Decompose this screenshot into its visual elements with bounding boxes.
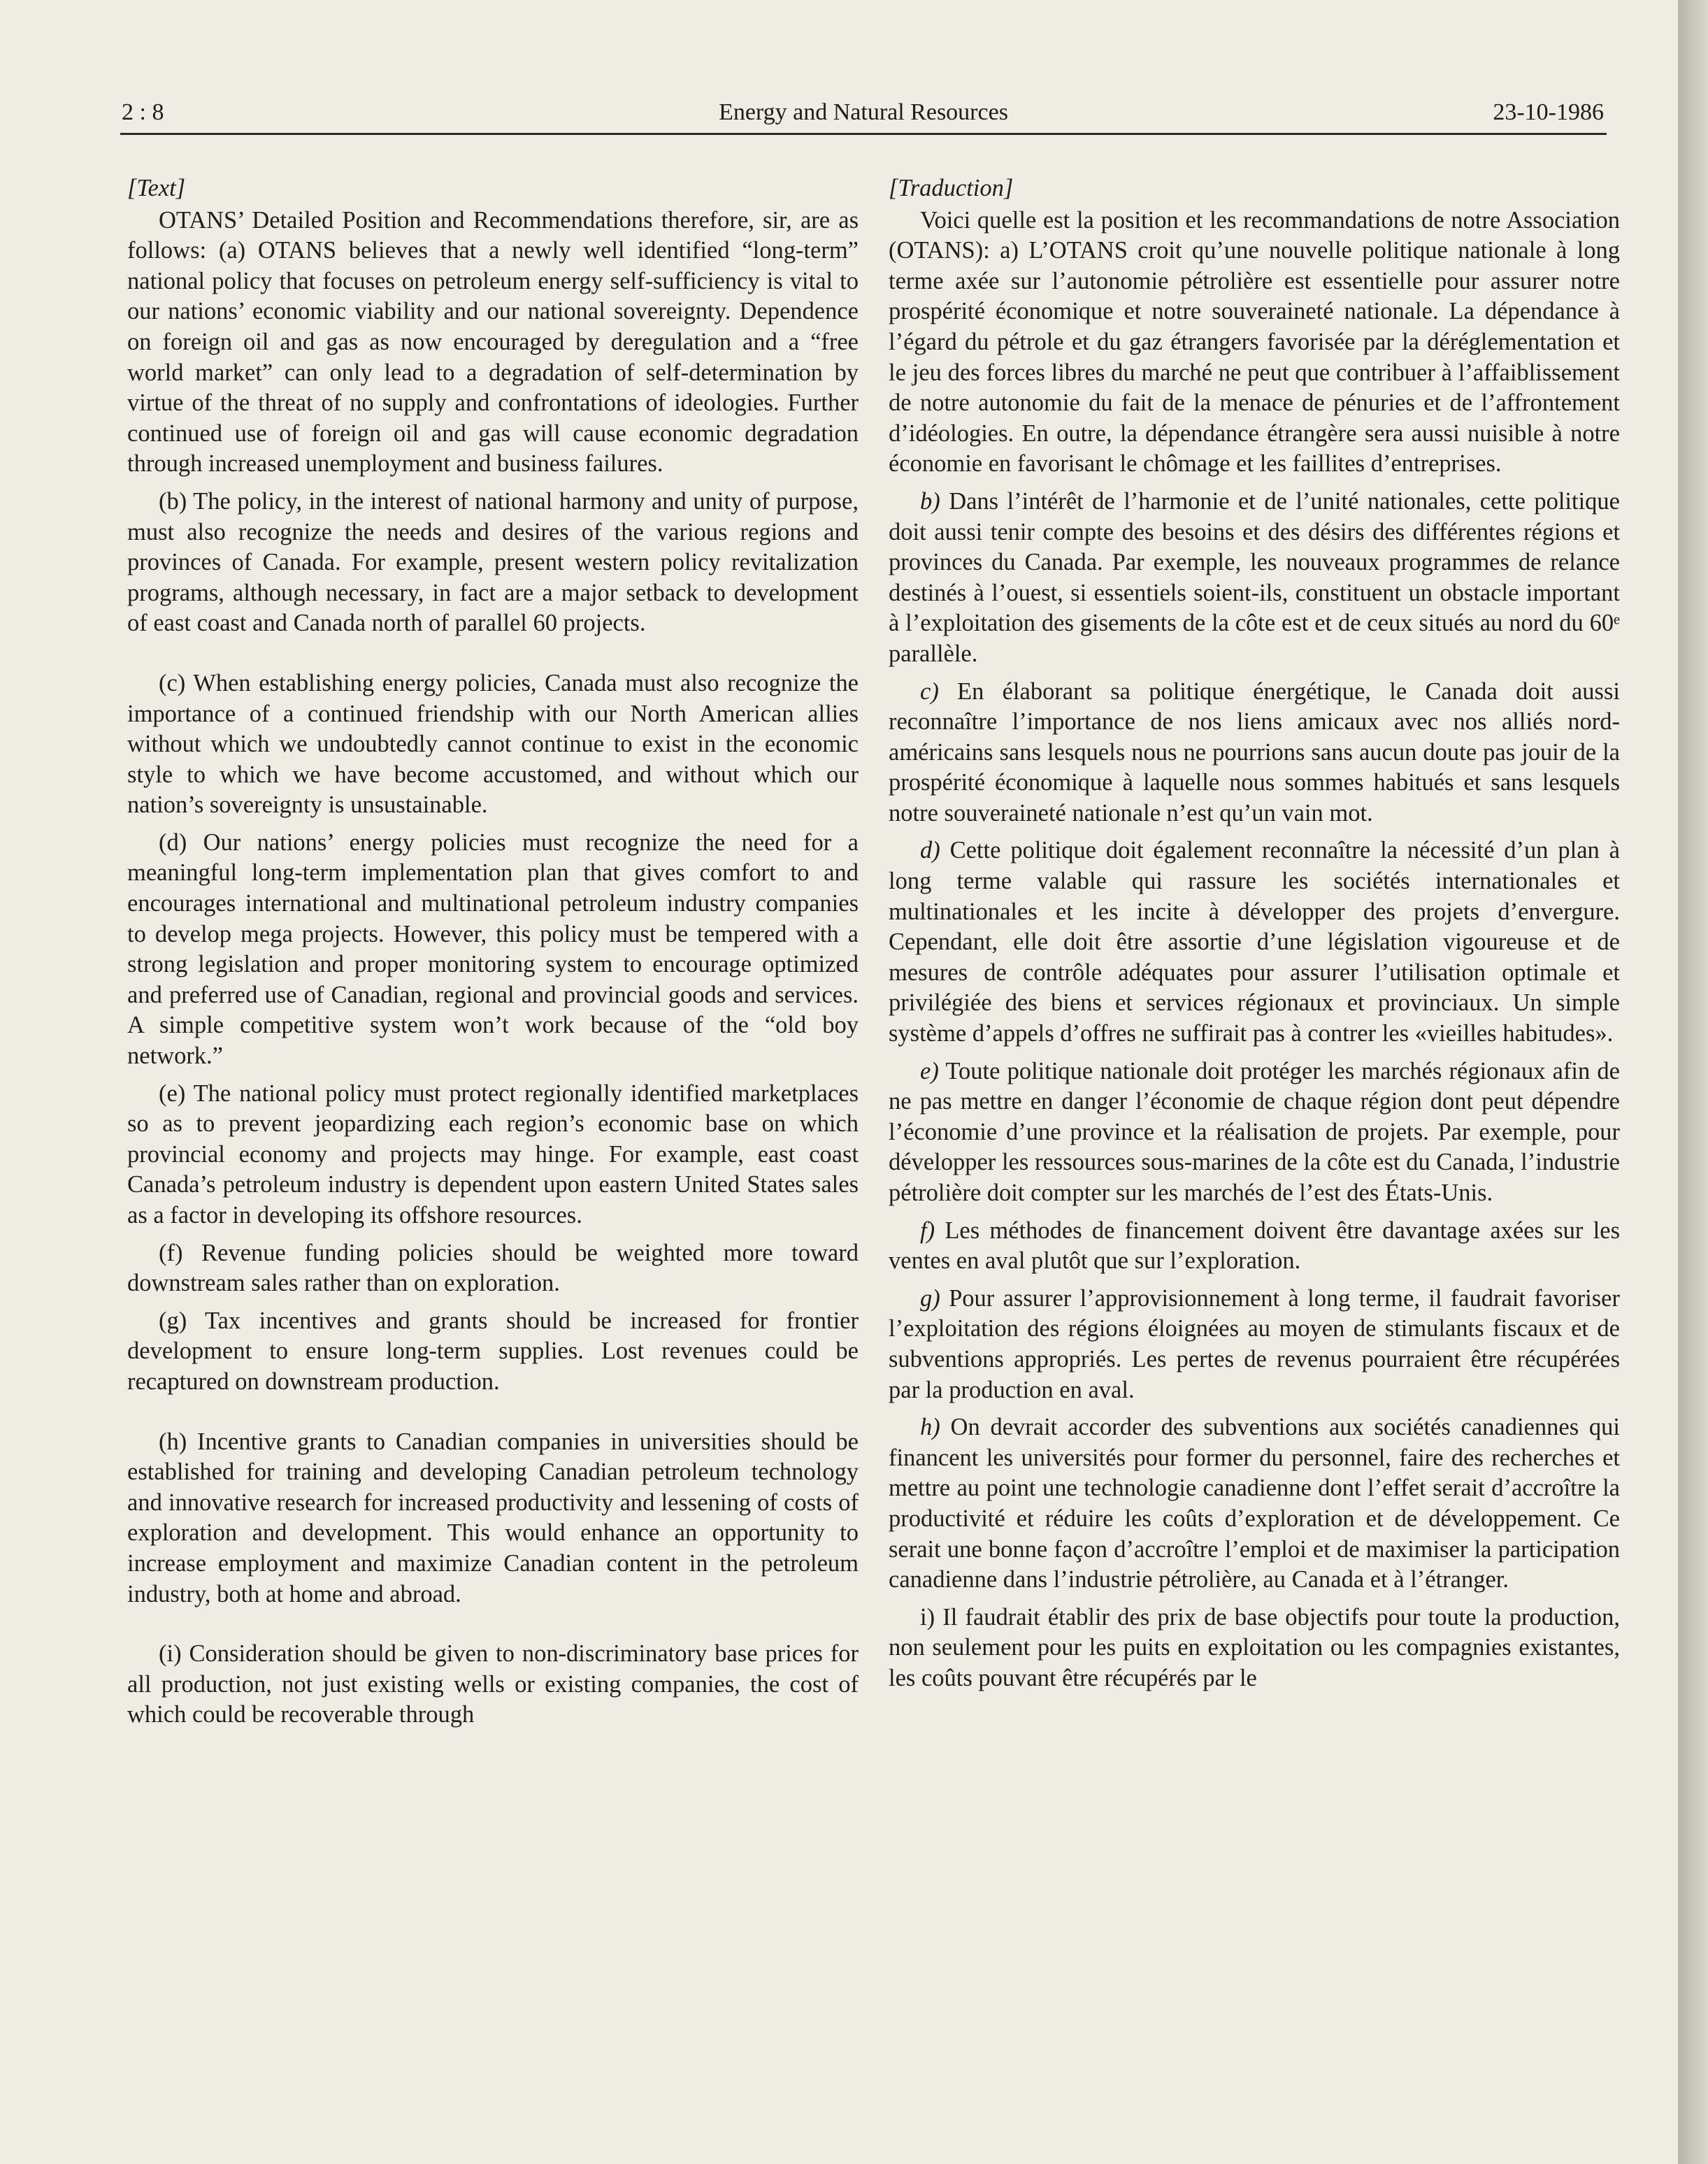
paragraph-d: (d) Our nations’ energy policies must recognize the need for a meaningful long-term implementation plan that gives comfort to and encourages international and multinational petroleum industry companies to develop mega projects. However, this policy must be tempered with a strong legislation and proper monitoring system to encourage optimized and preferred use of Canadian, regional and provincial goods and services. A simple competitive system won’t work because of the “old boy network.”	[127, 829, 859, 1070]
item-letter: h)	[920, 1414, 940, 1441]
paragraph-i: (i) Consideration should be given to non-discriminatory base prices for all production, not just existing wells or existing companies, the cost of which could be recoverable through	[127, 1640, 859, 1728]
item-text: Toute politique nationale doit protéger les marchés régionaux afin de ne pas mettre en danger l’économie de chaque région dont peut dépendre l’économie d’une province et la réalisation de projets. Par exemple, pour développer les ressources sous-marines de la côte est du Canada, l’industrie pétrolière doit compter sur les marchés de l’est des États-Unis.	[889, 1057, 1620, 1206]
item-text: Les méthodes de financement doivent être davantage axées sur les ventes en aval plutôt que sur l’exploration.	[889, 1217, 1620, 1275]
paragraph-e: (e) The national policy must protect regionally identified marketplaces so as to prevent jeopardizing each region’s economic base on which provincial economy and projects may hinge. For example, east coast Canada’s petroleum industry is dependent upon eastern United States sales as a factor in developing its offshore resources.	[127, 1080, 859, 1228]
paragraphe-h	[889, 1412, 1620, 1596]
paragraphe-c	[889, 677, 1620, 829]
page-number: 2 : 8	[122, 99, 164, 125]
item-letter: i)	[920, 1603, 935, 1631]
item-letter: e)	[920, 1057, 939, 1084]
paragraph-f: (f) Revenue funding policies should be weighted more toward downstream sales rather than on exploration.	[127, 1239, 859, 1297]
paragraphe-a: Voici quelle est la position et les recommandations de notre Association (OTANS): a) L’OTANS croit qu’une nouvelle politique nationale à long terme axée sur l’autonomie pétrolière est essentielle pour assurer notre prospérité économique et notre souveraineté nationale. La dépendance à l’égard du pétrole et du gaz étrangers favorisée par la déréglementation et le jeu des forces libres du marché ne peut que contribuer à l’affaiblissement de notre autonomie du fait de la menace de pénuries et de l’affrontement d’idéologies. En outre, la dépendance étrangère sera aussi nuisible à notre économie en favorisant le chômage et les faillites d’entreprises.	[889, 206, 1620, 478]
page-edge	[1678, 0, 1708, 2164]
running-header	[120, 98, 1607, 135]
paragraphe-d	[889, 836, 1620, 1049]
paragraphe-e	[889, 1056, 1620, 1209]
french-column	[889, 173, 1620, 1701]
paragraph-h: (h) Incentive grants to Canadian companies in universities should be established for training and developing Canadian petroleum technology and innovative research for increased productivity and lessening of costs of exploration and development. This would enhance an opportunity to increase employment and maximize Canadian content in the petroleum industry, both at home and abroad.	[127, 1428, 859, 1607]
header-date: 23-10-1986	[1493, 99, 1604, 125]
publication-title: Energy and Natural Resources	[719, 99, 1008, 125]
item-letter: d)	[920, 837, 940, 864]
text-label: [Text]	[127, 175, 186, 201]
item-letter: c)	[920, 678, 939, 705]
paragraphe-g	[889, 1284, 1620, 1405]
paragraphe-i	[889, 1603, 1620, 1694]
item-text: Dans l’intérêt de l’harmonie et de l’unité nationales, cette politique doit aussi tenir compte des besoins et des désirs des différentes régions et provinces du Canada. Par exemple, les nouveaux programmes de relance destinés à l’ouest, si essentiels soient-ils, constituent un obstacle important à l’exploitation des gisements de la côte est et de ceux situés au nord du 60ᵉ parallèle.	[889, 487, 1620, 667]
item-letter: b)	[920, 487, 940, 515]
paragraph-g: (g) Tax incentives and grants should be increased for frontier development to ensure long-term supplies. Lost revenues could be recaptured on downstream production.	[127, 1307, 859, 1395]
item-text: On devrait accorder des subventions aux sociétés canadiennes qui financent les universités pour former du personnel, faire des recherches et mettre au point une technologie canadienne dont l’effet serait d’accroître la productivité et réduire les coûts d’exploration et de développement. Ce serait une bonne façon d’accroître l’emploi et de maximiser la participation canadienne dans l’industrie pétrolière, au Canada et à l’étranger.	[889, 1414, 1620, 1593]
paragraph-c: (c) When establishing energy policies, Canada must also recognize the importance of a continued friendship with our North American allies without which we undoubtedly cannot continue to exist in the economic style to which we have become accustomed, and without which our nation’s sovereignty is unsustainable.	[127, 669, 859, 819]
item-letter: f)	[920, 1217, 935, 1244]
paragraph-b: (b) The policy, in the interest of national harmony and unity of purpose, must also recognize the needs and desires of the various regions and provinces of Canada. For example, present western policy revitalization programs, although necessary, in fact are a major setback to development of east coast and Canada north of parallel 60 projects.	[127, 487, 859, 637]
paragraphe-b	[889, 487, 1620, 670]
paragraph-a: OTANS’ Detailed Position and Recommendations therefore, sir, are as follows: (a) OTANS believes that a newly well identified “long-term” national policy that focuses on petroleum energy self-sufficiency is vital to our nations’ economic viability and our national sovereignty. Dependence on foreign oil and gas as now encouraged by deregulation and a “free world market” can only lead to a degradation of self-determination by virtue of the threat of no supply and confrontations of ideologies. Further continued use of foreign oil and gas will cause economic degradation through increased unemployment and business failures.	[127, 206, 859, 478]
paragraphe-f	[889, 1216, 1620, 1277]
item-text: En élaborant sa politique énergétique, le Canada doit aussi reconnaître l’importance de nos liens amicaux avec nos alliés nord-américains sans lesquels nous ne pourrions sans aucun doute pas jouir de la prospérité économique à laquelle nous sommes habitués et sans lesquels notre souveraineté nationale n’est qu’un vain mot.	[889, 678, 1620, 826]
item-text: Il faudrait établir des prix de base objectifs pour toute la production, non seulement pour les puits en exploitation ou les compagnies existantes, les coûts pouvant être récupérés par le	[889, 1603, 1620, 1691]
item-text: Pour assurer l’approvisionnement à long terme, il faudrait favoriser l’exploitation des régions éloignées au moyen de stimulants fiscaux et de subventions appropriés. Les pertes de revenus pourraient être récupérées par la production en aval.	[889, 1284, 1620, 1403]
item-text: Cette politique doit également reconnaître la nécessité d’un plan à long terme valable qui rassure les sociétés internationales et multinationales et les incite à développer des projets d’envergure. Cependant, elle doit être assortie d’une législation vigoureuse et de mesures de contrôle adéquates pour assurer l’utilisation optimale et privilégiée des biens et services régionaux et provinciaux. Un simple système d’appels d’offres ne suffirait pas à contrer les «vieilles habitudes».	[889, 837, 1620, 1047]
translation-label: [Traduction]	[889, 175, 1014, 201]
english-column	[127, 173, 859, 1737]
item-letter: g)	[920, 1284, 940, 1312]
